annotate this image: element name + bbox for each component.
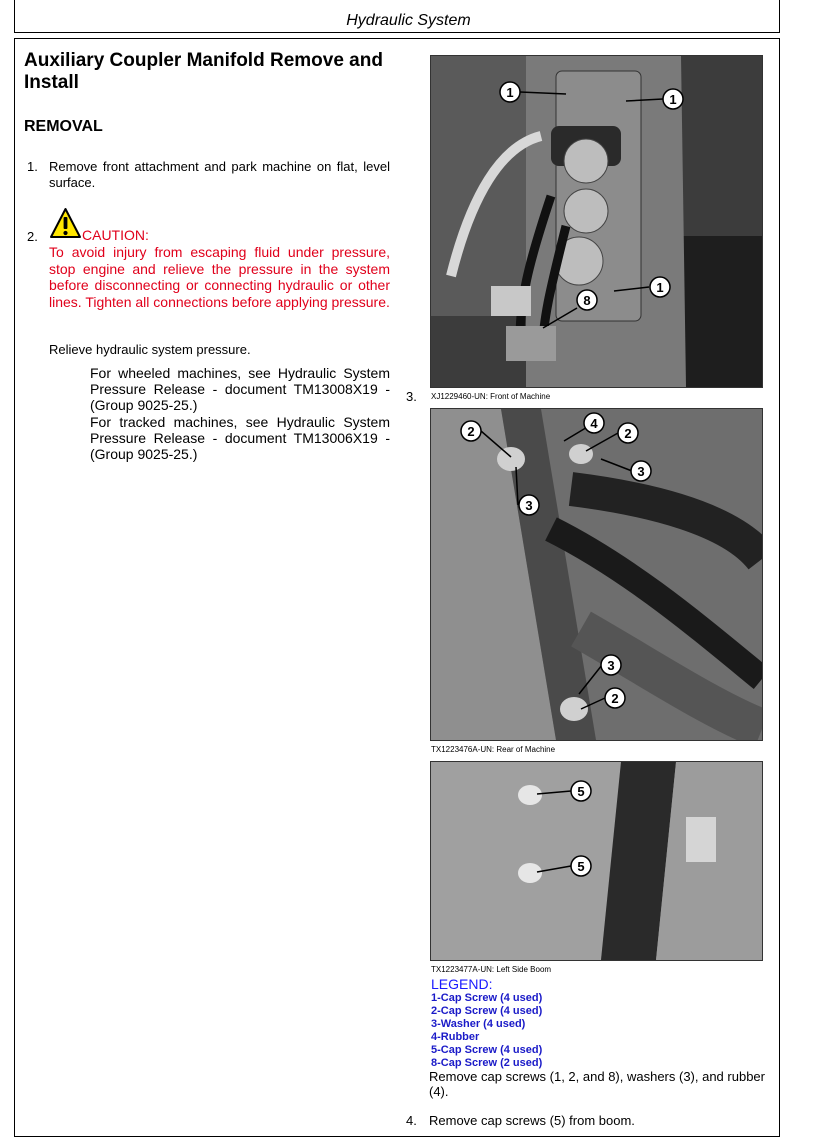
legend-item: 4-Rubber	[431, 1031, 480, 1043]
fig1-callout: 1	[656, 280, 664, 295]
step-3-number: 3.	[406, 389, 417, 404]
caution-text: To avoid injury from escaping fluid under pressure, stop engine and relieve the pressure in the system before disconnecting or connecting hydraulic or other lines. Tighten all connections before applying pressure.	[49, 244, 390, 310]
step-4-number: 4.	[406, 1113, 417, 1128]
legend-item: 8-Cap Screw (2 used)	[431, 1057, 543, 1069]
page-title-line2: Install	[24, 72, 79, 93]
legend-item: 2-Cap Screw (4 used)	[431, 1005, 543, 1017]
page-title-line1: Auxiliary Coupler Manifold Remove and	[24, 50, 383, 71]
fig1-caption: XJ1229460-UN: Front of Machine	[431, 392, 551, 401]
fig3-callout: 5	[577, 859, 585, 874]
rear-of-machine-photo	[430, 408, 763, 741]
legend-item: 5-Cap Screw (4 used)	[431, 1044, 543, 1056]
front-of-machine-photo	[430, 55, 763, 388]
fig2-callout: 2	[611, 691, 619, 706]
step-3-text-line2: (4).	[429, 1084, 449, 1099]
tracked-reference: For tracked machines, see Hydraulic System Pressure Release - document TM13006X19 - (Group 9025-25.)	[90, 414, 390, 462]
step-1-text: Remove front attachment and park machine on flat, level surface.	[49, 159, 390, 190]
fig2-callout: 4	[590, 416, 598, 431]
legend-item: 1-Cap Screw (4 used)	[431, 992, 543, 1004]
step-2-number: 2.	[27, 229, 38, 244]
fig2-callout: 2	[624, 426, 632, 441]
step-4-text: Remove cap screws (5) from boom.	[429, 1113, 635, 1128]
fig2-callout: 3	[607, 658, 615, 673]
fig2-caption: TX1223476A-UN: Rear of Machine	[431, 745, 556, 754]
section-heading: REMOVAL	[24, 118, 103, 135]
legend-title: LEGEND:	[431, 976, 493, 992]
fig3-caption: TX1223477A-UN: Left Side Boom	[431, 965, 552, 974]
caution-label: CAUTION:	[82, 227, 149, 243]
left-side-boom-photo	[430, 761, 763, 961]
relieve-pressure-text: Relieve hydraulic system pressure.	[49, 342, 251, 357]
legend-item: 3-Washer (4 used)	[431, 1018, 526, 1030]
fig3-callout: 5	[577, 784, 585, 799]
page-title	[24, 50, 404, 94]
fig2-callout: 3	[525, 498, 533, 513]
fig2-callout: 2	[467, 424, 475, 439]
fig1-callout: 1	[669, 92, 677, 107]
warning-icon	[49, 207, 82, 240]
wheeled-reference: For wheeled machines, see Hydraulic System Pressure Release - document TM13008X19 - (Group 9025-25.)	[90, 365, 390, 413]
step-3-text-line1: Remove cap screws (1, 2, and 8), washers (3), and rubber	[429, 1069, 765, 1084]
fig2-callout: 3	[637, 464, 645, 479]
fig1-callout: 1	[506, 85, 514, 100]
fig1-callout: 8	[583, 293, 591, 308]
header-title: Hydraulic System	[346, 12, 471, 29]
step-1-number: 1.	[27, 159, 38, 174]
